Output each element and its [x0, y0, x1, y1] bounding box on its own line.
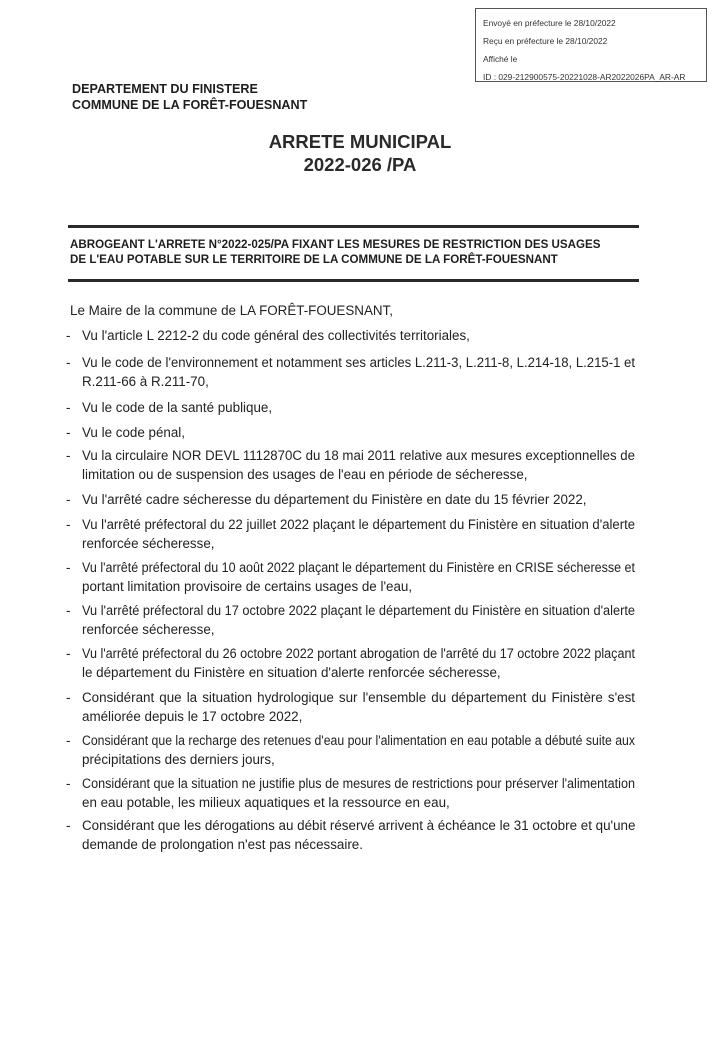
- bullet-dash: -: [66, 818, 71, 833]
- recital-line: Vu le code de l'environnement et notamment ses articles L.211-3, L.211-8, L.214-18, L.215-1 et: [82, 355, 635, 370]
- recital-line: Vu l'article L 2212-2 du code général des collectivités territoriales,: [82, 328, 470, 343]
- recital-line: Vu l'arrêté cadre sécheresse du département du Finistère en date du 15 février 2022,: [82, 492, 587, 507]
- stamp-id: ID : 029-212900575-20221028-AR2022026PA_AR-AR: [483, 72, 686, 82]
- recital-line: Vu le code de la santé publique,: [82, 400, 273, 415]
- stamp-received-date: Reçu en préfecture le 28/10/2022: [483, 36, 608, 46]
- recital-line: R.211-66 à R.211-70,: [82, 374, 209, 389]
- bullet-dash: -: [66, 776, 71, 791]
- bullet-dash: -: [66, 492, 71, 507]
- bullet-dash: -: [66, 448, 71, 463]
- recital-line: Vu l'arrêté préfectoral du 17 octobre 2022 plaçant le département du Finistère en situation d'alerte: [82, 603, 635, 618]
- title-line-1: ARRETE MUNICIPAL: [268, 131, 452, 152]
- recital-line: Vu l'arrêté préfectoral du 26 octobre 2022 portant abrogation de l'arrêté du 17 octobre 2022 plaçant: [82, 646, 635, 661]
- recital-line: Vu l'arrêté préfectoral du 22 juillet 2022 plaçant le département du Finistère en situation d'alerte: [82, 517, 635, 532]
- subject-line-1: ABROGEANT L'ARRETE N°2022-025/PA FIXANT LES MESURES DE RESTRICTION DES USAGES: [70, 238, 601, 251]
- subject-top-rule: [68, 225, 639, 228]
- commune-name: COMMUNE DE LA FORÊT-FOUESNANT: [72, 98, 308, 112]
- bullet-dash: -: [66, 646, 71, 661]
- intro-paragraph: Le Maire de la commune de LA FORÊT-FOUESNANT,: [70, 303, 393, 318]
- document-title: [0, 130, 720, 176]
- stamp-posted-date: Affiché le: [483, 54, 518, 64]
- recital-line: Considérant que les dérogations au débit réservé arrivent à échéance le 31 octobre et qu'une: [82, 818, 636, 833]
- stamp-sent-date: Envoyé en préfecture le 28/10/2022: [483, 18, 616, 28]
- bullet-dash: -: [66, 690, 71, 705]
- bullet-dash: -: [66, 517, 71, 532]
- bullet-dash: -: [66, 733, 71, 748]
- recital-line: améliorée depuis le 17 octobre 2022,: [82, 709, 303, 724]
- bullet-dash: -: [66, 400, 71, 415]
- recital-line: demande de prolongation n'est pas nécessaire.: [82, 837, 363, 852]
- recital-line: Considérant que la situation hydrologique sur l'ensemble du département du Finistère s'est: [82, 690, 635, 705]
- department-name: DEPARTEMENT DU FINISTERE: [72, 82, 258, 96]
- recital-line: Vu la circulaire NOR DEVL 1112870C du 18 mai 2011 relative aux mesures exceptionnelles de: [82, 448, 635, 463]
- recital-line: portant limitation provisoire de certains usages de l'eau,: [82, 579, 413, 594]
- recital-line: limitation ou de suspension des usages de l'eau en période de sécheresse,: [82, 467, 528, 482]
- bullet-dash: -: [66, 560, 71, 575]
- recital-line: en eau potable, les milieux aquatiques et la ressource en eau,: [82, 795, 450, 810]
- title-line-2: 2022-026 /PA: [303, 154, 417, 175]
- bullet-dash: -: [66, 425, 71, 440]
- recital-line: Vu le code pénal,: [82, 425, 185, 440]
- bullet-dash: -: [66, 355, 71, 370]
- prefecture-stamp: [475, 8, 707, 82]
- recital-line: précipitations des derniers jours,: [82, 752, 275, 767]
- bullet-dash: -: [66, 328, 71, 343]
- recital-line: renforcée sécheresse,: [82, 622, 215, 637]
- recital-line: Considérant que la situation ne justifie plus de mesures de restrictions pour préserver l'alimentation: [82, 776, 635, 791]
- document-subject: [70, 237, 642, 267]
- bullet-dash: -: [66, 603, 71, 618]
- issuer-header: [72, 81, 307, 113]
- subject-bottom-rule: [68, 279, 639, 282]
- recital-line: le département du Finistère en situation d'alerte renforcée sécheresse,: [82, 665, 501, 680]
- recital-line: renforcée sécheresse,: [82, 536, 215, 551]
- recital-line: Vu l'arrêté préfectoral du 10 août 2022 plaçant le département du Finistère en CRISE sécheresse et: [82, 560, 635, 575]
- recital-line: Considérant que la recharge des retenues d'eau pour l'alimentation en eau potable a débuté suite aux: [82, 733, 635, 748]
- subject-line-2: DE L'EAU POTABLE SUR LE TERRITOIRE DE LA COMMUNE DE LA FORÊT-FOUESNANT: [70, 253, 558, 266]
